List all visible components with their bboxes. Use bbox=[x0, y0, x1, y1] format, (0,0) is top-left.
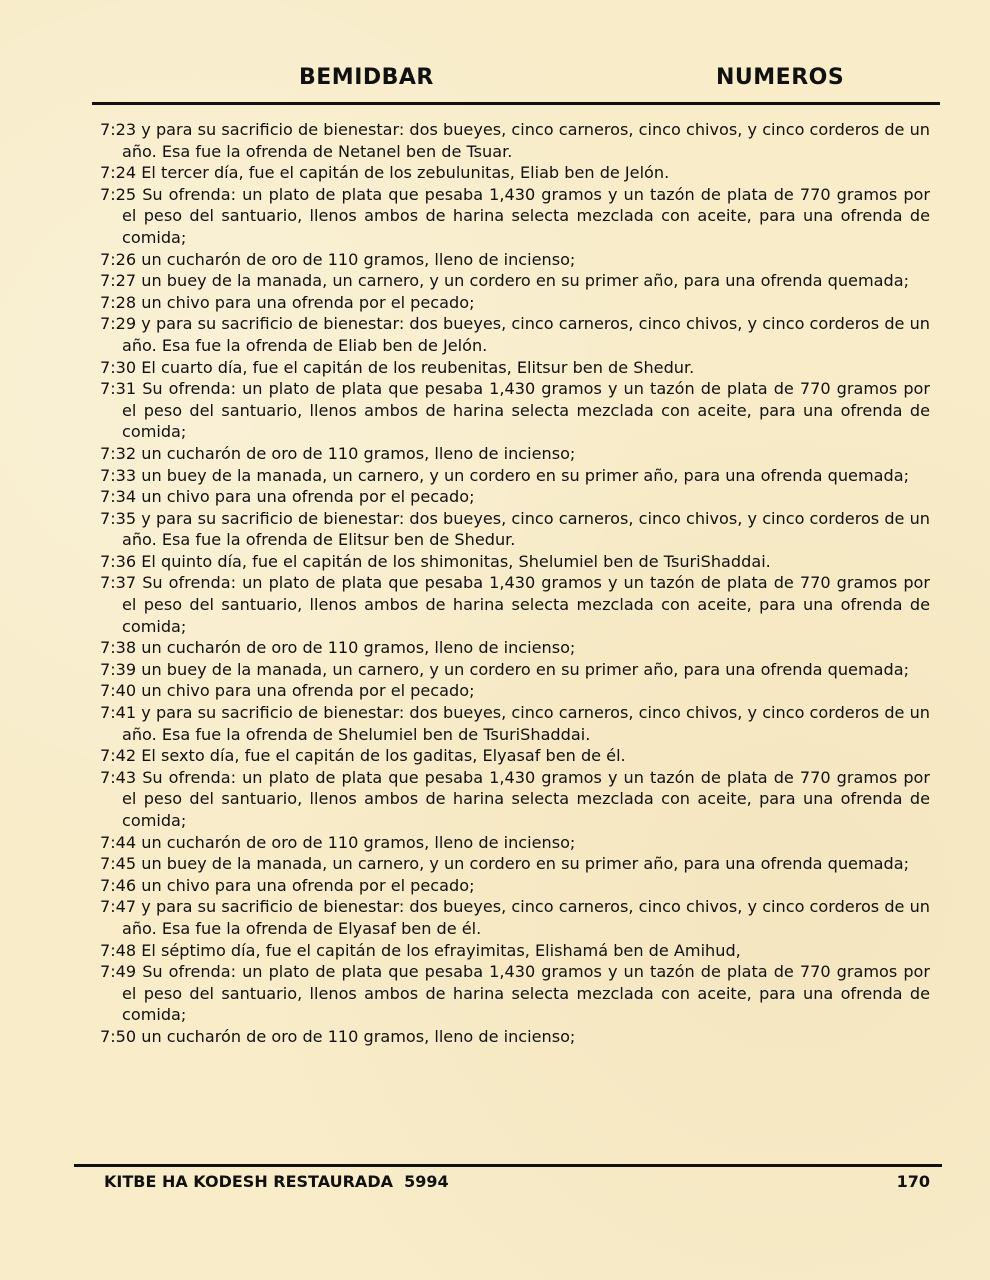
verse-7-26: 7:26 un cucharón de oro de 110 gramos, lleno de incienso; bbox=[100, 249, 576, 269]
verse-7-40: 7:40 un chivo para una ofrenda por el pecado; bbox=[100, 681, 475, 701]
footer-book-name: KITBE HA KODESH RESTAURADA 5994 bbox=[104, 1172, 449, 1191]
verse-7-33: 7:33 un buey de la manada, un carnero, y un cordero en su primer año, para una ofrenda quemada; bbox=[100, 465, 910, 485]
verse-7-35: 7:35 y para su sacrificio de bienestar: dos bueyes, cinco carneros, cinco chivos, y cinco corderos de un año. Esa fue la ofrenda de Elitsur ben de Shedur. bbox=[100, 508, 930, 550]
verse-7-24: 7:24 El tercer día, fue el capitán de los zebulunitas, Eliab ben de Jelón. bbox=[100, 163, 670, 183]
verse-7-34: 7:34 un chivo para una ofrenda por el pecado; bbox=[100, 487, 475, 507]
verse-7-28: 7:28 un chivo para una ofrenda por el pecado; bbox=[100, 292, 475, 312]
verse-7-44: 7:44 un cucharón de oro de 110 gramos, lleno de incienso; bbox=[100, 832, 576, 852]
verse-7-47: 7:47 y para su sacrificio de bienestar: dos bueyes, cinco carneros, cinco chivos, y cinco corderos de un año. Esa fue la ofrenda de Elyasaf ben de él. bbox=[100, 897, 930, 938]
verse-7-49: 7:49 Su ofrenda: un plato de plata que pesaba 1,430 gramos y un tazón de plata de 770 gramos por el peso del santuario, llenos ambos de harina selecta mezclada con aceite, para una ofrenda de comida; bbox=[100, 962, 930, 1025]
verse-7-50: 7:50 un cucharón de oro de 110 gramos, lleno de incienso; bbox=[100, 1026, 576, 1046]
page-header bbox=[92, 62, 940, 105]
verse-7-45: 7:45 un buey de la manada, un carnero, y un cordero en su primer año, para una ofrenda quemada; bbox=[100, 854, 910, 874]
verse-7-31: 7:31 Su ofrenda: un plato de plata que pesaba 1,430 gramos y un tazón de plata de 770 gramos por el peso del santuario, llenos ambos de harina selecta mezclada con aceite, para una ofrenda de comida; bbox=[100, 379, 930, 442]
verse-7-36: 7:36 El quinto día, fue el capitán de los shimonitas, Shelumiel ben de TsuriShaddai. bbox=[100, 551, 771, 571]
header-book-title-spanish: NUMEROS bbox=[716, 65, 845, 90]
verse-7-29: 7:29 y para su sacrificio de bienestar: dos bueyes, cinco carneros, cinco chivos, y cinco corderos de un año. Esa fue la ofrenda de Eliab ben de Jelón. bbox=[100, 314, 930, 355]
verse-7-25: 7:25 Su ofrenda: un plato de plata que pesaba 1,430 gramos y un tazón de plata de 770 gramos por el peso del santuario, llenos ambos de harina selecta mezclada con aceite, para una ofrenda de comida; bbox=[100, 184, 930, 247]
verse-7-48: 7:48 El séptimo día, fue el capitán de los efrayimitas, Elishamá ben de Amihud, bbox=[100, 940, 741, 960]
verse-7-37: 7:37 Su ofrenda: un plato de plata que pesaba 1,430 gramos y un tazón de plata de 770 gramos por el peso del santuario, llenos ambos de harina selecta mezclada con aceite, para una ofrenda de comida; bbox=[100, 573, 930, 636]
verse-list bbox=[100, 119, 930, 1048]
footer-divider bbox=[74, 1164, 942, 1167]
verse-7-38: 7:38 un cucharón de oro de 110 gramos, lleno de incienso; bbox=[100, 638, 576, 658]
header-book-title: BEMIDBAR bbox=[299, 65, 434, 90]
verse-7-46: 7:46 un chivo para una ofrenda por el pecado; bbox=[100, 875, 475, 895]
verse-7-27: 7:27 un buey de la manada, un carnero, y un cordero en su primer año, para una ofrenda quemada; bbox=[100, 271, 910, 291]
verse-7-39: 7:39 un buey de la manada, un carnero, y un cordero en su primer año, para una ofrenda quemada; bbox=[100, 659, 910, 679]
verse-7-41: 7:41 y para su sacrificio de bienestar: dos bueyes, cinco carneros, cinco chivos, y cinco corderos de un año. Esa fue la ofrenda de Shelumiel ben de TsuriShaddai. bbox=[100, 703, 930, 744]
verse-7-32: 7:32 un cucharón de oro de 110 gramos, lleno de incienso; bbox=[100, 443, 576, 463]
page-number: 170 bbox=[896, 1172, 930, 1191]
verse-7-23: 7:23 y para su sacrificio de bienestar: dos bueyes, cinco carneros, cinco chivos, y cinco corderos de un año. Esa fue la ofrenda de Netanel ben de Tsuar. bbox=[100, 120, 930, 161]
verse-7-43: 7:43 Su ofrenda: un plato de plata que pesaba 1,430 gramos y un tazón de plata de 770 gramos por el peso del santuario, llenos ambos de harina selecta mezclada con aceite, para una ofrenda de comida; bbox=[100, 767, 930, 830]
verse-7-30: 7:30 El cuarto día, fue el capitán de los reubenitas, Elitsur ben de Shedur. bbox=[100, 357, 695, 377]
verse-7-42: 7:42 El sexto día, fue el capitán de los gaditas, Elyasaf ben de él. bbox=[100, 746, 626, 766]
